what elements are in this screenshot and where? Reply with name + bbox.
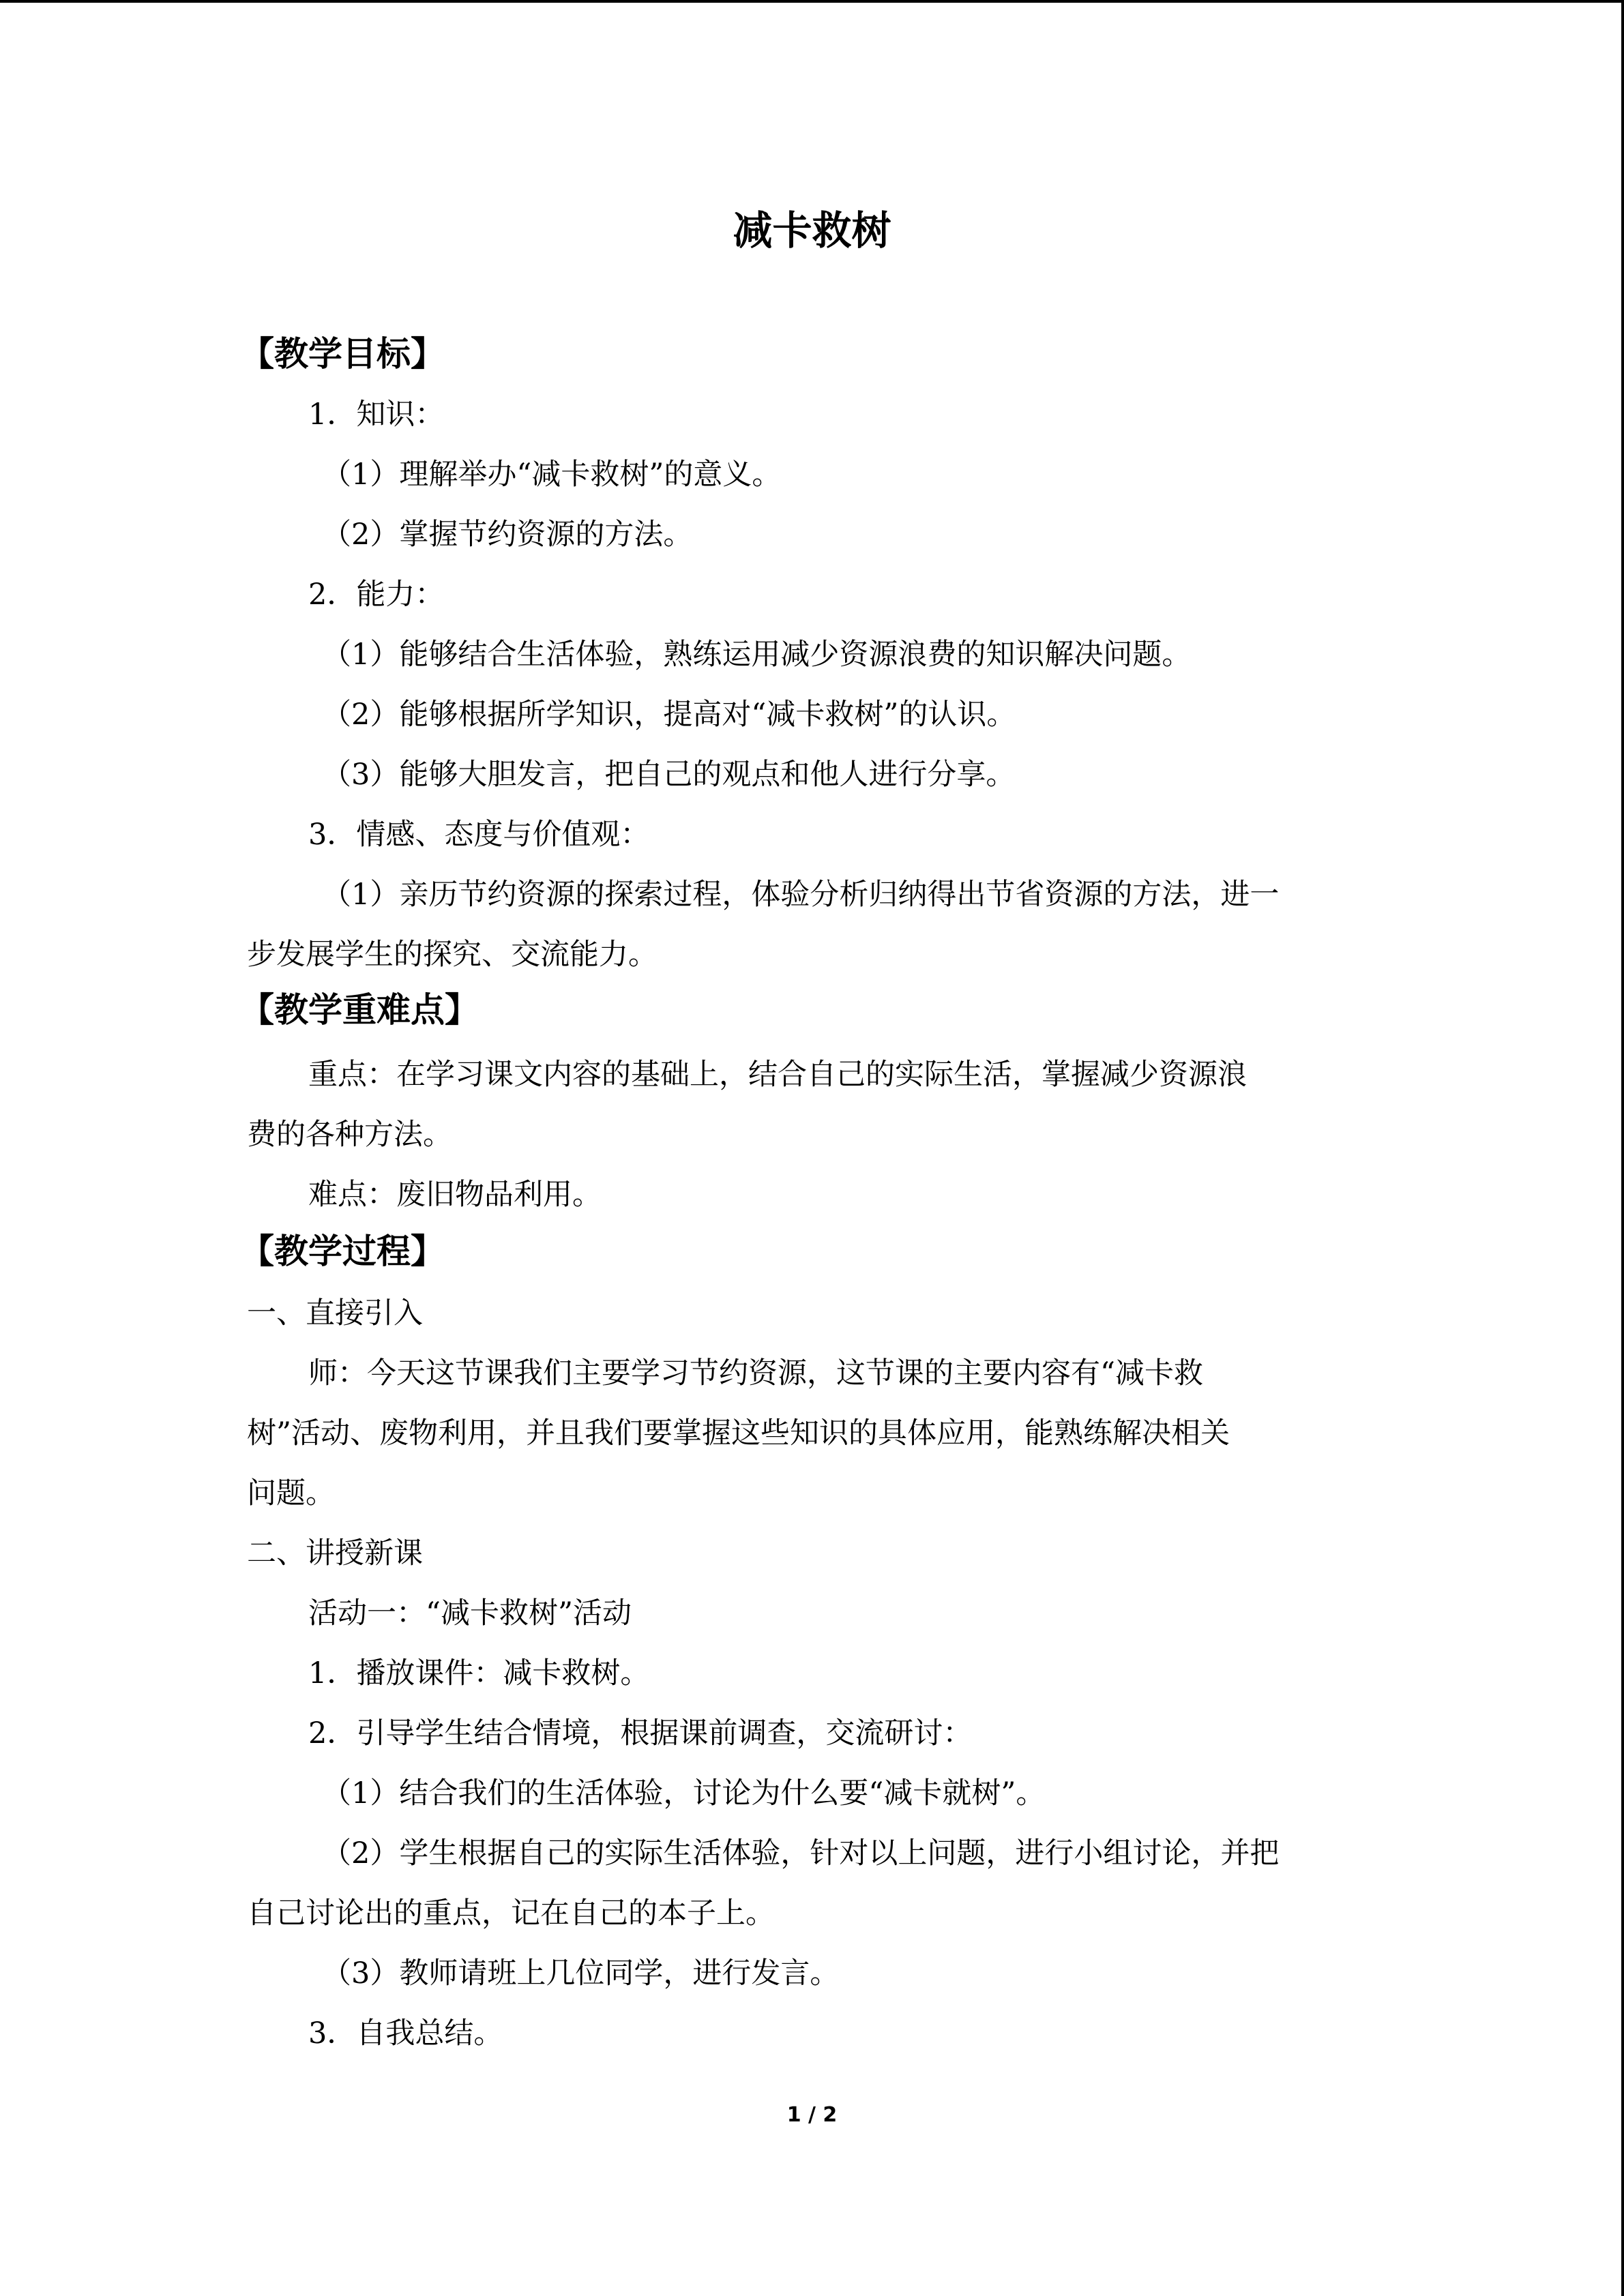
- section-heading-key-points: 【教学重难点】: [240, 990, 479, 1030]
- paragraph-line: （2）掌握节约资源的方法。: [322, 518, 693, 552]
- paragraph-line: （3）能够大胆发言，把自己的观点和他人进行分享。: [322, 758, 1016, 792]
- paragraph-line: 活动一：“减卡救树”活动: [308, 1596, 632, 1630]
- paragraph-line: （1）结合我们的生活体验，讨论为什么要“减卡就树”。: [322, 1776, 1046, 1810]
- paragraph-line: 一、直接引入: [247, 1296, 423, 1330]
- paragraph-line: （1）亲历节约资源的探索过程，体验分析归纳得出节省资源的方法，进一: [322, 878, 1280, 912]
- section-heading-objectives: 【教学目标】: [240, 334, 445, 374]
- paragraph-line: （1）能够结合生活体验，熟练运用减少资源浪费的知识解决问题。: [322, 638, 1192, 672]
- paragraph-line: 步发展学生的探究、交流能力。: [247, 938, 658, 972]
- paragraph-line: 树”活动、废物利用，并且我们要掌握这些知识的具体应用，能熟练解决相关: [247, 1416, 1230, 1450]
- paragraph-line: （2）能够根据所学知识，提高对“减卡救树”的认识。: [322, 698, 1016, 732]
- paragraph-line: 自己讨论出的重点，记在自己的本子上。: [247, 1896, 775, 1930]
- paragraph-line: （3）教师请班上几位同学，进行发言。: [322, 1956, 840, 1991]
- paragraph-line: （2）学生根据自己的实际生活体验，针对以上问题，进行小组讨论，并把: [322, 1836, 1280, 1870]
- paragraph-line: 重点：在学习课文内容的基础上，结合自己的实际生活，掌握减少资源浪: [308, 1058, 1247, 1092]
- paragraph-line: 3．情感、态度与价值观：: [308, 818, 650, 852]
- paragraph-line: 二、讲授新课: [247, 1536, 423, 1570]
- paragraph-line: 师：今天这节课我们主要学习节约资源，这节课的主要内容有“减卡救: [308, 1356, 1203, 1390]
- paragraph-line: 3．自我总结。: [308, 2016, 503, 2051]
- paragraph-line: 1．知识：: [308, 398, 445, 432]
- section-heading-process: 【教学过程】: [240, 1232, 445, 1271]
- paragraph-line: 难点：废旧物品利用。: [308, 1178, 602, 1212]
- paragraph-line: 1．播放课件：减卡救树。: [308, 1656, 650, 1690]
- page-number: 1 / 2: [786, 2103, 838, 2127]
- paragraph-line: 费的各种方法。: [247, 1118, 452, 1152]
- paragraph-line: （1）理解举办“减卡救树”的意义。: [322, 458, 782, 492]
- paragraph-line: 2．能力：: [308, 578, 445, 612]
- paragraph-line: 问题。: [247, 1476, 335, 1510]
- paragraph-line: 2．引导学生结合情境，根据课前调查，交流研讨：: [308, 1716, 973, 1750]
- page-title: 减卡救树: [733, 207, 891, 254]
